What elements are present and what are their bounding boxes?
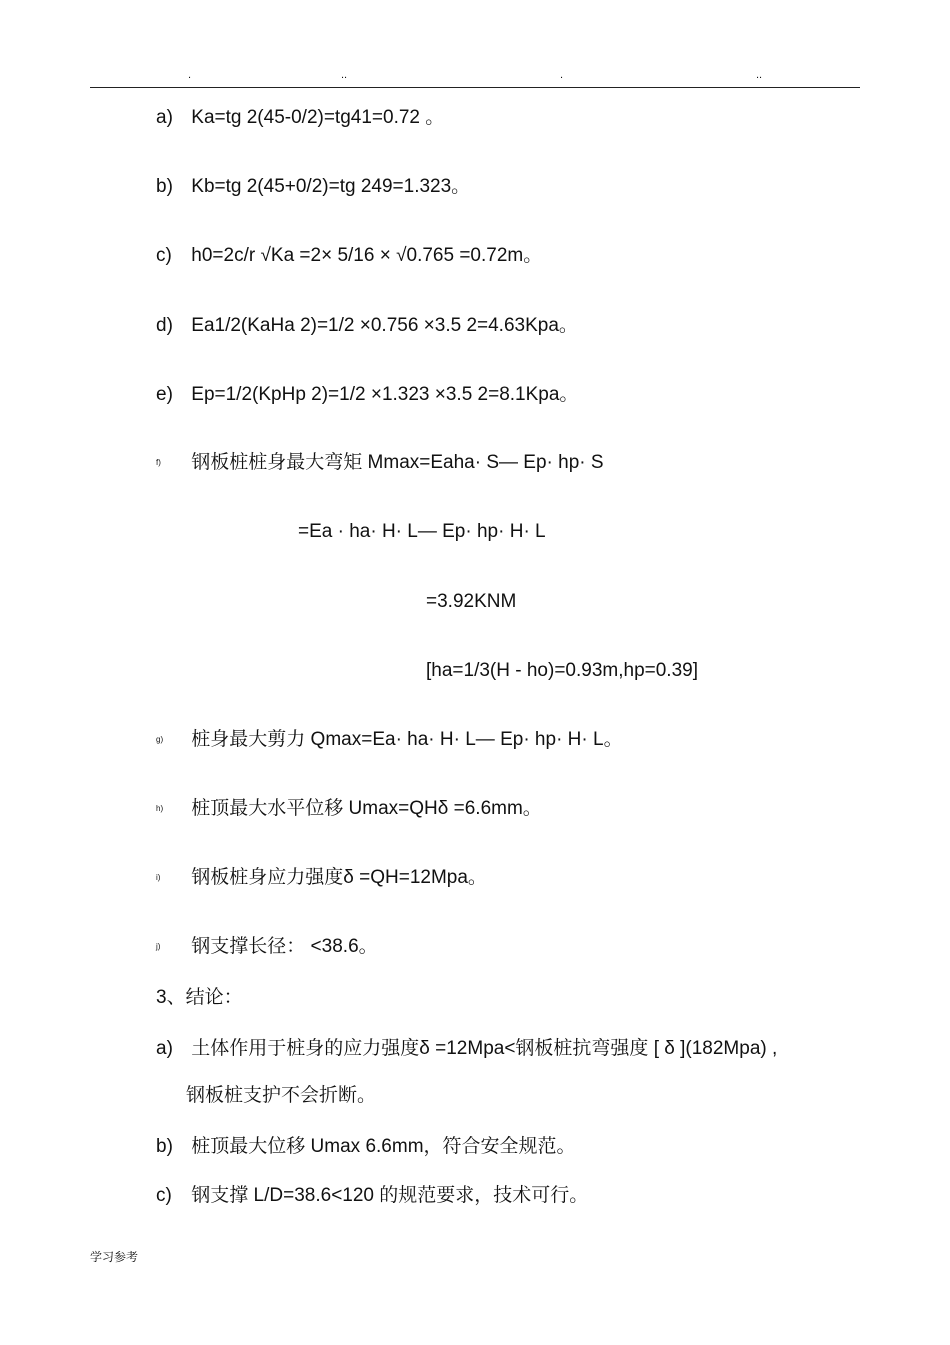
item-text: 土体作用于桩身的应力强度δ =12Mpa<钢板桩抗弯强度 [ δ ](182Mpa) , [191,1038,778,1059]
formula-line-h [156,797,542,821]
header-dot-4: .. [756,69,763,81]
item-text: [ha=1/3(H - ho)=0.93m,hp=0.39] [426,660,698,681]
formula-line-j [156,935,378,959]
item-text: Ep=1/2(KpHp 2)=1/2 ×1.323 ×3.5 2=8.1Kpa。 [191,384,579,405]
item-text: 桩顶最大位移 Umax 6.6mm，符合安全规范。 [191,1136,576,1157]
item-marker: h) [156,804,164,813]
item-marker: f) [156,458,161,467]
conclusion-a-cont [186,1084,376,1108]
formula-line-c [156,244,542,268]
formula-line-e [156,383,578,407]
formula-line-g [156,728,623,752]
conclusion-c [156,1184,588,1208]
formula-line-d [156,314,578,338]
item-marker: a) [156,107,173,128]
item-text: Ea1/2(KaHa 2)=1/2 ×0.756 ×3.5 2=4.63Kpa。 [191,315,578,336]
conclusion-a [156,1037,777,1061]
item-text: 钢板桩支护不会折断。 [186,1085,377,1106]
formula-line-f-cont-2 [426,590,516,614]
formula-line-f [156,451,604,475]
conclusion-heading: 3、结论： [156,987,243,1008]
item-marker: j) [156,942,161,951]
footer-label: 学习参考 [90,1250,139,1264]
item-text: 钢板桩桩身最大弯矩 Mmax=Eaha· S— Ep· hp· S [191,452,604,474]
item-text: =3.92KNM [426,591,517,612]
header-dot-3: . [560,69,564,81]
item-text: =Ea · ha· H· L— Ep· hp· H· L [298,521,546,542]
item-text: 钢支撑长径： <38.6。 [191,936,378,958]
formula-line-i [156,866,487,890]
item-marker: b) [156,1136,173,1157]
item-text: Ka=tg 2(45-0/2)=tg41=0.72 。 [191,107,445,128]
item-marker: c) [156,245,172,266]
conclusion-b [156,1135,576,1159]
item-marker: c) [156,1185,172,1206]
formula-line-f-cont-3 [426,659,698,683]
formula-line-b [156,175,470,199]
item-text: Kb=tg 2(45+0/2)=tg 249=1.323。 [191,176,471,197]
item-marker: g) [156,735,164,744]
item-marker: i) [156,873,161,882]
formula-line-f-cont-1 [298,520,546,544]
item-marker: d) [156,315,173,336]
formula-line-a [156,106,444,130]
item-marker: a) [156,1038,173,1059]
item-text: 钢板桩身应力强度δ =QH=12Mpa。 [191,867,487,889]
item-marker: b) [156,176,173,197]
header-dot-1: . [188,69,192,81]
item-text: 桩顶最大水平位移 Umax=QHδ =6.6mm。 [191,798,542,820]
header-dot-2: .. [341,69,348,81]
item-text: h0=2c/r √Ka =2× 5/16 × √0.765 =0.72m。 [191,245,543,266]
header-rule [90,87,860,88]
item-text: 桩身最大剪力 Qmax=Ea· ha· H· L— Ep· hp· H· L。 [191,729,623,751]
item-marker: e) [156,384,173,405]
item-text: 钢支撑 L/D=38.6<120 的规范要求，技术可行。 [191,1185,589,1206]
